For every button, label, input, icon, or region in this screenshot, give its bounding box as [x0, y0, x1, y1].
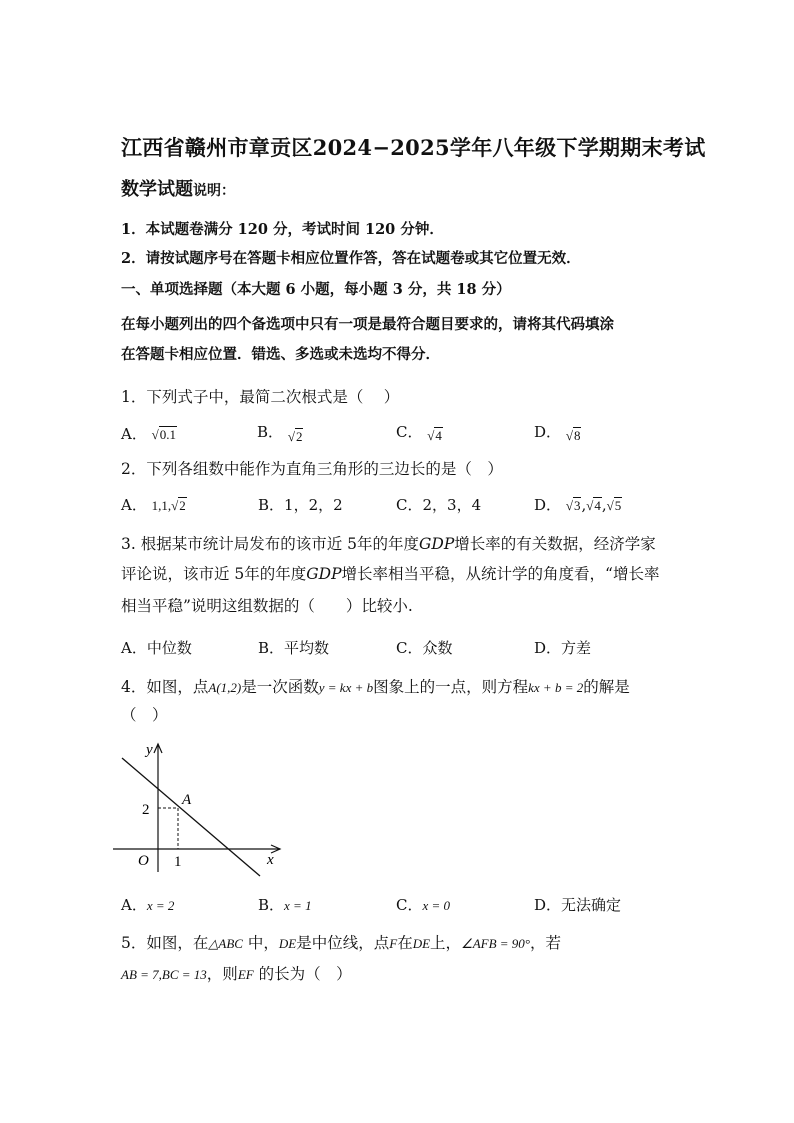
q2-option-d: D． √3,√4,√5 [534, 496, 622, 514]
q1-option-b [257, 421, 303, 442]
q5-line-2: AB = 7,BC = 13，则EF 的长为（ ） [121, 965, 352, 983]
q4-option-a: A．x = 2 [121, 896, 175, 914]
note-2: 2．请按试题序号在答题卡相应位置作答，答在试题卷或其它位置无效． [121, 250, 581, 267]
subtitle [121, 175, 235, 201]
option-label: A． [121, 425, 147, 443]
option-text: 1,1, [151, 498, 172, 513]
option-label: D． [534, 496, 562, 514]
q3-option-b: B．平均数 [258, 639, 330, 657]
sqrt-expression: √0.1 [151, 427, 177, 442]
q4-graph [108, 732, 298, 882]
sqrt-expression: √4 [586, 498, 601, 513]
q2-option-a [121, 494, 187, 515]
q4-stem: 4．如图，点A(1,2)是一次函数y = kx + b图象上的一点，则方程kx + b = 2的解是 [121, 678, 630, 696]
y-tick-label: 2 [142, 802, 150, 818]
q3-option-d: D．方差 [534, 639, 592, 657]
option-label: B． [258, 496, 285, 514]
option-text: 2，3，4 [422, 496, 482, 514]
q1-option-c [396, 421, 443, 442]
subtitle-note: 说明： [193, 183, 235, 199]
option-label: B． [257, 423, 284, 441]
q4-option-d: D．无法确定 [534, 896, 622, 914]
q1-option-d [534, 421, 581, 442]
option-label: D． [534, 423, 562, 441]
sqrt-expression: √4 [427, 428, 442, 443]
subtitle-main: 数学试题 [121, 179, 193, 200]
q2-option-b [258, 494, 343, 515]
note-1: 1．本试题卷满分 120 分，考试时间 120 分钟． [121, 221, 444, 238]
option-label: C． [396, 496, 423, 514]
q2-option-c [396, 494, 481, 515]
gdp-term: GDP [419, 535, 455, 553]
x-axis-label: x [267, 852, 274, 868]
gdp-term: GDP [306, 565, 342, 583]
q1-option-a [121, 423, 177, 444]
sqrt-expression: √2 [171, 498, 186, 513]
q4-option-b: B．x = 1 [258, 896, 312, 914]
sqrt-expression: √5 [606, 498, 622, 513]
q3-option-c: C．众数 [396, 639, 453, 657]
q1-stem: 1．下列式子中，最简二次根式是（ ） [121, 388, 400, 406]
q4-answer-paren: （ ） [121, 706, 168, 724]
option-label: C． [396, 423, 423, 441]
q2-stem: 2．下列各组数中能作为直角三角形的三边长的是（ ） [121, 460, 503, 478]
equation-expression: kx + b = 2 [528, 680, 584, 695]
origin-label: O [138, 853, 149, 869]
sqrt-expression: √3 [565, 498, 581, 513]
x-tick-label: 1 [174, 854, 182, 870]
section-instruction-2: 在答题卡相应位置．错选、多选或未选均不得分． [121, 346, 440, 363]
point-expression: A(1,2) [208, 680, 242, 695]
section-heading: 一、单项选择题（本大题 6 小题，每小题 3 分，共 18 分） [121, 281, 511, 298]
q3-line-3: 相当平稳”说明这组数据的（ ）比较小. [121, 597, 413, 615]
q3-line-2: 评论说，该市近 5年的年度GDP增长率相当平稳，从统计学的角度看，“增长率 [121, 565, 660, 583]
page-title: 江西省赣州市章贡区2024−2025学年八年级下学期期末考试 [121, 135, 706, 160]
q4-option-c: C．x = 0 [396, 896, 451, 914]
option-text: 1，2，2 [284, 496, 343, 514]
y-axis-label: y [146, 742, 153, 758]
point-a-label: A [182, 792, 192, 808]
option-label: A． [121, 496, 147, 514]
sqrt-expression: √2 [287, 429, 303, 444]
function-expression: y = kx + b [318, 680, 374, 695]
section-instruction-1: 在每小题列出的四个备选项中只有一项是最符合题目要求的，请将其代码填涂 [121, 316, 614, 333]
q3-option-a: A．中位数 [121, 639, 192, 657]
q5-line-1: 5．如图，在△ABC 中，DE是中位线，点F在DE上，∠AFB = 90°，若 [121, 934, 562, 952]
sqrt-expression: √8 [565, 428, 581, 443]
q3-line-1: 3. 根据某市统计局发布的该市近 5年的年度GDP增长率的有关数据，经济学家 [121, 535, 656, 553]
